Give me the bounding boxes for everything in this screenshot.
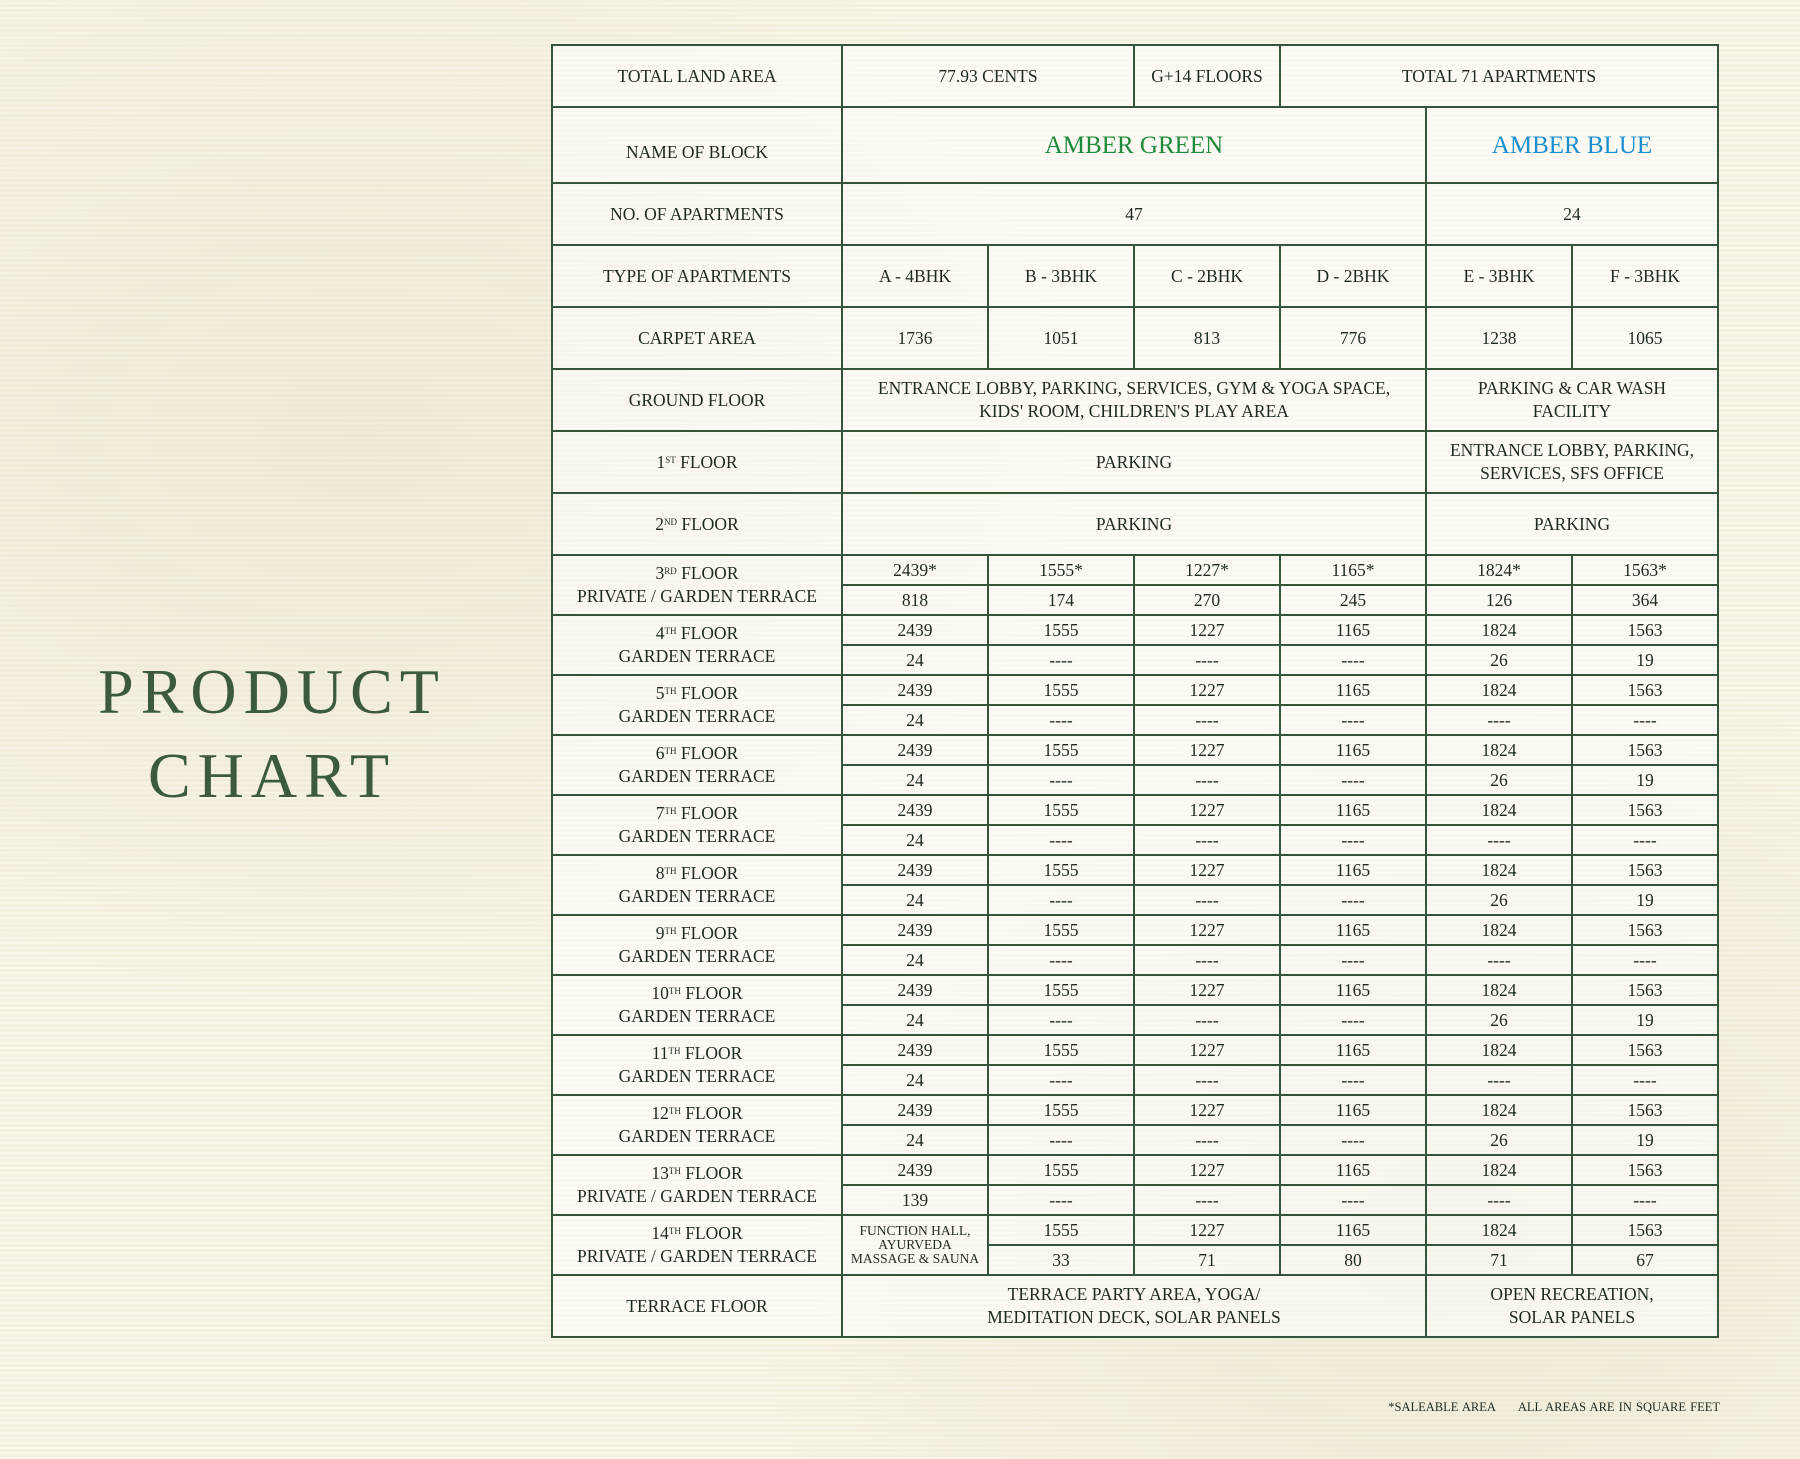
floor-ordinal: TH <box>664 746 677 756</box>
terrace-area-value: ---- <box>1572 825 1718 855</box>
row-type-of-apartments <box>552 245 1718 307</box>
saleable-area-value: 1824 <box>1426 1095 1572 1125</box>
terrace-area-value: 818 <box>842 585 988 615</box>
floor-number: 1 <box>656 451 666 472</box>
saleable-area-value: 1555 <box>988 735 1134 765</box>
terrace-area-value: 24 <box>842 825 988 855</box>
terrace-area-value: 33 <box>988 1245 1134 1275</box>
saleable-area-value: 1563 <box>1572 855 1718 885</box>
terrace-area-value: 24 <box>842 645 988 675</box>
terrace-area-value: ---- <box>1280 1005 1426 1035</box>
saleable-area-value: 1824 <box>1426 795 1572 825</box>
terrace-area-value: 67 <box>1572 1245 1718 1275</box>
saleable-area-value: 1227 <box>1134 615 1280 645</box>
saleable-area-value: 1563 <box>1572 675 1718 705</box>
blue-ground-floor: PARKING & CAR WASH FACILITY <box>1426 369 1718 431</box>
saleable-area-value: 1227 <box>1134 855 1280 885</box>
floor-number: 10 <box>651 983 669 1003</box>
floor-number: 8 <box>655 863 665 883</box>
floor-number: 11 <box>651 1043 669 1063</box>
carpet-area-value: 776 <box>1280 307 1426 369</box>
floor-word: FLOOR <box>685 1103 743 1123</box>
terrace-area-value: 24 <box>842 1125 988 1155</box>
row-terrace-floor <box>552 1275 1718 1337</box>
terrace-area-value: ---- <box>988 1065 1134 1095</box>
saleable-area-value: 1555 <box>988 795 1134 825</box>
terrace-area-value: 19 <box>1572 645 1718 675</box>
floor-number: 2 <box>655 513 664 534</box>
title-line-2: CHART <box>147 740 397 811</box>
row-label <box>552 493 842 555</box>
terrace-area-value: 24 <box>842 705 988 735</box>
saleable-area-value: 1227 <box>1134 975 1280 1005</box>
terrace-area-value: ---- <box>988 825 1134 855</box>
floor-number: 7 <box>655 803 665 823</box>
floor-sub-label: GARDEN TERRACE <box>618 1066 776 1086</box>
terrace-area-value: ---- <box>988 705 1134 735</box>
saleable-area-value: 1824 <box>1426 915 1572 945</box>
terrace-area-value: ---- <box>1134 885 1280 915</box>
saleable-area-value: 2439 <box>842 735 988 765</box>
saleable-area-value: 1563 <box>1572 615 1718 645</box>
floor-number: 4 <box>655 623 665 643</box>
terrace-area-value: ---- <box>1572 705 1718 735</box>
saleable-area-value: 1165 <box>1280 1095 1426 1125</box>
apartment-type: E - 3BHK <box>1426 245 1572 307</box>
saleable-area-value: 2439 <box>842 675 988 705</box>
row-label <box>552 1095 842 1155</box>
row-label <box>552 555 842 615</box>
row-floor-12-saleable <box>552 1095 1718 1125</box>
floor-ordinal: TH <box>664 626 677 636</box>
terrace-area-value: ---- <box>1134 705 1280 735</box>
floor-sub-label: GARDEN TERRACE <box>618 766 776 786</box>
row-label <box>552 855 842 915</box>
row-floor-8-saleable <box>552 855 1718 885</box>
units-note: ALL AREAS ARE IN SQUARE FEET <box>1517 1400 1720 1414</box>
terrace-area-value: 26 <box>1426 645 1572 675</box>
terrace-area-value: 80 <box>1280 1245 1426 1275</box>
saleable-area-value: 2439 <box>842 615 988 645</box>
saleable-area-value: 1165 <box>1280 915 1426 945</box>
terrace-area-value: ---- <box>1280 825 1426 855</box>
amenity-function-hall: FUNCTION HALL, AYURVEDA MASSAGE & SAUNA <box>842 1215 988 1275</box>
saleable-area-value: 1227 <box>1134 735 1280 765</box>
saleable-area-value: 1824 <box>1426 735 1572 765</box>
row-floor-11-saleable <box>552 1035 1718 1065</box>
saleable-area-value: 1824 <box>1426 1035 1572 1065</box>
floor-sub-label: PRIVATE / GARDEN TERRACE <box>576 586 817 606</box>
saleable-note: *SALEABLE AREA <box>1388 1400 1496 1414</box>
saleable-area-value: 1563 <box>1572 1095 1718 1125</box>
total-apartments-value: TOTAL 71 APARTMENTS <box>1280 45 1718 107</box>
land-area-value: 77.93 CENTS <box>842 45 1134 107</box>
floor-word: FLOOR <box>680 743 739 763</box>
row-floor-6-saleable <box>552 735 1718 765</box>
saleable-area-value: 1555 <box>988 975 1134 1005</box>
row-label: CARPET AREA <box>552 307 842 369</box>
saleable-area-value: 1555 <box>988 855 1134 885</box>
row-label <box>552 675 842 735</box>
terrace-area-value: 26 <box>1426 1005 1572 1035</box>
saleable-area-value: 1824 <box>1426 1155 1572 1185</box>
saleable-area-value: 1165 <box>1280 675 1426 705</box>
floor-word: FLOOR <box>684 1043 743 1063</box>
carpet-area-value: 1065 <box>1572 307 1718 369</box>
saleable-area-value: 2439 <box>842 795 988 825</box>
row-floor-4-saleable <box>552 615 1718 645</box>
blue-terrace-floor: OPEN RECREATION, SOLAR PANELS <box>1426 1275 1718 1337</box>
terrace-area-value: ---- <box>1134 945 1280 975</box>
blue-second-floor: PARKING <box>1426 493 1718 555</box>
terrace-area-value: 26 <box>1426 1125 1572 1155</box>
saleable-area-value: 1165 <box>1280 1215 1426 1245</box>
saleable-area-value: 1563* <box>1572 555 1718 585</box>
saleable-area-value: 1227 <box>1134 1035 1280 1065</box>
terrace-area-value: 126 <box>1426 585 1572 615</box>
row-ground-floor <box>552 369 1718 431</box>
row-label <box>552 1155 842 1215</box>
row-name-of-block <box>552 107 1718 183</box>
saleable-area-value: 1165* <box>1280 555 1426 585</box>
terrace-area-value: ---- <box>988 1005 1134 1035</box>
saleable-area-value: 1563 <box>1572 1215 1718 1245</box>
floor-sub-label: GARDEN TERRACE <box>618 1006 776 1026</box>
floor-ordinal: RD <box>664 566 677 576</box>
terrace-area-value: ---- <box>1572 945 1718 975</box>
floor-sub-label: GARDEN TERRACE <box>618 886 776 906</box>
terrace-area-value: ---- <box>988 885 1134 915</box>
green-first-floor: PARKING <box>842 431 1426 493</box>
terrace-area-value: 364 <box>1572 585 1718 615</box>
terrace-area-value: ---- <box>988 645 1134 675</box>
saleable-area-value: 1165 <box>1280 1155 1426 1185</box>
saleable-area-value: 1555 <box>988 1035 1134 1065</box>
terrace-area-value: 71 <box>1426 1245 1572 1275</box>
saleable-area-value: 1563 <box>1572 915 1718 945</box>
floor-number: 9 <box>655 923 665 943</box>
floor-word: FLOOR <box>681 513 739 534</box>
terrace-area-value: ---- <box>988 765 1134 795</box>
terrace-area-value: 24 <box>842 765 988 795</box>
saleable-area-value: 2439 <box>842 1155 988 1185</box>
row-label: NO. OF APARTMENTS <box>552 183 842 245</box>
floor-sub-label: GARDEN TERRACE <box>618 706 776 726</box>
saleable-area-value: 1555 <box>988 1155 1134 1185</box>
row-floor-14-saleable <box>552 1215 1718 1245</box>
saleable-area-value: 1555* <box>988 555 1134 585</box>
saleable-area-value: 1563 <box>1572 735 1718 765</box>
saleable-area-value: 1824 <box>1426 855 1572 885</box>
row-1st-floor <box>552 431 1718 493</box>
saleable-area-value: 2439 <box>842 1095 988 1125</box>
saleable-area-value: 1824 <box>1426 615 1572 645</box>
saleable-area-value: 1563 <box>1572 975 1718 1005</box>
apartment-type: A - 4BHK <box>842 245 988 307</box>
apartment-type: B - 3BHK <box>988 245 1134 307</box>
floor-word: FLOOR <box>685 983 743 1003</box>
carpet-area-value: 1238 <box>1426 307 1572 369</box>
carpet-area-value: 1051 <box>988 307 1134 369</box>
terrace-area-value: ---- <box>1134 645 1280 675</box>
floor-ordinal: TH <box>664 926 677 936</box>
saleable-area-value: 1824 <box>1426 975 1572 1005</box>
blue-apartments: 24 <box>1426 183 1718 245</box>
floor-number: 13 <box>651 1163 669 1183</box>
saleable-area-value: 1165 <box>1280 795 1426 825</box>
row-label <box>552 431 842 493</box>
floor-sub-label: PRIVATE / GARDEN TERRACE <box>576 1186 817 1206</box>
row-2nd-floor <box>552 493 1718 555</box>
floor-word: FLOOR <box>685 1163 743 1183</box>
row-label <box>552 615 842 675</box>
green-second-floor: PARKING <box>842 493 1426 555</box>
saleable-area-value: 2439 <box>842 975 988 1005</box>
floor-sub-label: GARDEN TERRACE <box>618 646 776 666</box>
floor-ordinal: TH <box>664 806 677 816</box>
terrace-area-value: 26 <box>1426 885 1572 915</box>
saleable-area-value: 1824 <box>1426 1215 1572 1245</box>
terrace-area-value: ---- <box>988 1125 1134 1155</box>
green-ground-floor: ENTRANCE LOBBY, PARKING, SERVICES, GYM & YOGA SPACE, KIDS' ROOM, CHILDREN'S PLAY AREA <box>842 369 1426 431</box>
apartment-type: D - 2BHK <box>1280 245 1426 307</box>
floor-word: FLOOR <box>685 1223 743 1243</box>
saleable-area-value: 1165 <box>1280 735 1426 765</box>
terrace-area-value: ---- <box>1280 1065 1426 1095</box>
floor-ordinal: TH <box>668 1106 681 1116</box>
row-floor-13-saleable <box>552 1155 1718 1185</box>
terrace-area-value: 24 <box>842 1065 988 1095</box>
saleable-area-value: 1227 <box>1134 1215 1280 1245</box>
floor-sub-label: GARDEN TERRACE <box>618 1126 776 1146</box>
saleable-area-value: 2439* <box>842 555 988 585</box>
saleable-area-value: 1555 <box>988 615 1134 645</box>
blue-first-floor: ENTRANCE LOBBY, PARKING, SERVICES, SFS OFFICE <box>1426 431 1718 493</box>
row-label <box>552 915 842 975</box>
row-label <box>552 795 842 855</box>
product-chart-table <box>551 44 1719 1338</box>
row-floor-5-saleable <box>552 675 1718 705</box>
terrace-area-value: 270 <box>1134 585 1280 615</box>
saleable-area-value: 2439 <box>842 915 988 945</box>
terrace-area-value: ---- <box>1280 765 1426 795</box>
terrace-area-value: 19 <box>1572 1125 1718 1155</box>
floor-word: FLOOR <box>680 863 739 883</box>
saleable-area-value: 1555 <box>988 675 1134 705</box>
saleable-area-value: 1563 <box>1572 1035 1718 1065</box>
terrace-area-value: ---- <box>1572 1065 1718 1095</box>
floor-word: FLOOR <box>680 803 739 823</box>
terrace-area-value: 19 <box>1572 765 1718 795</box>
terrace-area-value: ---- <box>1572 1185 1718 1215</box>
saleable-area-value: 1165 <box>1280 855 1426 885</box>
apartment-type: C - 2BHK <box>1134 245 1280 307</box>
terrace-area-value: ---- <box>1280 945 1426 975</box>
floor-ordinal: TH <box>668 986 681 996</box>
floor-ordinal: TH <box>664 866 677 876</box>
apartment-type: F - 3BHK <box>1572 245 1718 307</box>
row-label <box>552 1215 842 1275</box>
floor-word: FLOOR <box>680 923 739 943</box>
row-total-land-area <box>552 45 1718 107</box>
terrace-area-value: 24 <box>842 885 988 915</box>
floor-sub-label: GARDEN TERRACE <box>618 826 776 846</box>
carpet-area-value: 813 <box>1134 307 1280 369</box>
row-floor-10-saleable <box>552 975 1718 1005</box>
saleable-area-value: 1227 <box>1134 795 1280 825</box>
terrace-area-value: ---- <box>988 1185 1134 1215</box>
saleable-area-value: 1165 <box>1280 975 1426 1005</box>
terrace-area-value: ---- <box>1280 705 1426 735</box>
row-label: GROUND FLOOR <box>552 369 842 431</box>
floor-ordinal: TH <box>664 686 677 696</box>
block-amber-blue: AMBER BLUE <box>1426 107 1718 183</box>
saleable-area-value: 2439 <box>842 1035 988 1065</box>
terrace-area-value: 19 <box>1572 1005 1718 1035</box>
terrace-area-value: ---- <box>1280 645 1426 675</box>
saleable-area-value: 1227 <box>1134 1155 1280 1185</box>
terrace-area-value: 24 <box>842 945 988 975</box>
saleable-area-value: 1227* <box>1134 555 1280 585</box>
terrace-area-value: ---- <box>1426 945 1572 975</box>
saleable-area-value: 1227 <box>1134 915 1280 945</box>
terrace-area-value: ---- <box>1426 1185 1572 1215</box>
terrace-area-value: ---- <box>1134 1185 1280 1215</box>
floor-number: 14 <box>651 1223 669 1243</box>
terrace-area-value: ---- <box>1426 825 1572 855</box>
floor-ordinal: TH <box>668 1046 681 1056</box>
floor-ordinal: TH <box>668 1166 681 1176</box>
carpet-area-value: 1736 <box>842 307 988 369</box>
saleable-area-value: 1824* <box>1426 555 1572 585</box>
floor-number: 6 <box>655 743 665 763</box>
row-label: TOTAL LAND AREA <box>552 45 842 107</box>
saleable-area-value: 2439 <box>842 855 988 885</box>
row-label <box>552 1035 842 1095</box>
row-floor-3-saleable <box>552 555 1718 585</box>
terrace-area-value: ---- <box>1134 1065 1280 1095</box>
saleable-area-value: 1563 <box>1572 1155 1718 1185</box>
saleable-area-value: 1227 <box>1134 1095 1280 1125</box>
floor-word: FLOOR <box>680 623 739 643</box>
floor-ordinal: ST <box>665 454 676 465</box>
saleable-area-value: 1824 <box>1426 675 1572 705</box>
terrace-area-value: 71 <box>1134 1245 1280 1275</box>
terrace-area-value: ---- <box>1280 1125 1426 1155</box>
terrace-area-value: ---- <box>1426 705 1572 735</box>
terrace-area-value: ---- <box>1134 825 1280 855</box>
floor-number: 5 <box>655 683 665 703</box>
terrace-area-value: 245 <box>1280 585 1426 615</box>
row-label <box>552 735 842 795</box>
saleable-area-value: 1227 <box>1134 675 1280 705</box>
floors-value: G+14 FLOORS <box>1134 45 1280 107</box>
terrace-area-value: ---- <box>1134 765 1280 795</box>
floor-ordinal: TH <box>668 1226 681 1236</box>
floor-number: 12 <box>651 1103 669 1123</box>
floor-word: FLOOR <box>680 683 739 703</box>
row-carpet-area <box>552 307 1718 369</box>
terrace-area-value: 139 <box>842 1185 988 1215</box>
row-label: NAME OF BLOCK <box>552 107 842 183</box>
terrace-area-value: 19 <box>1572 885 1718 915</box>
terrace-area-value: 24 <box>842 1005 988 1035</box>
row-label <box>552 975 842 1035</box>
row-floor-7-saleable <box>552 795 1718 825</box>
title-line-1: PRODUCT <box>98 656 446 727</box>
saleable-area-value: 1165 <box>1280 1035 1426 1065</box>
terrace-area-value: 26 <box>1426 765 1572 795</box>
page-title <box>92 650 452 818</box>
floor-number: 3 <box>655 563 665 583</box>
saleable-area-value: 1555 <box>988 1215 1134 1245</box>
floor-word: FLOOR <box>681 563 739 583</box>
terrace-area-value: 174 <box>988 585 1134 615</box>
floor-sub-label: PRIVATE / GARDEN TERRACE <box>576 1246 817 1266</box>
terrace-area-value: ---- <box>988 945 1134 975</box>
green-apartments: 47 <box>842 183 1426 245</box>
row-floor-9-saleable <box>552 915 1718 945</box>
row-label: TYPE OF APARTMENTS <box>552 245 842 307</box>
terrace-area-value: ---- <box>1280 885 1426 915</box>
terrace-area-value: ---- <box>1134 1125 1280 1155</box>
terrace-area-value: ---- <box>1134 1005 1280 1035</box>
footnote <box>1366 1400 1720 1415</box>
terrace-area-value: ---- <box>1426 1065 1572 1095</box>
saleable-area-value: 1555 <box>988 915 1134 945</box>
row-label: TERRACE FLOOR <box>552 1275 842 1337</box>
saleable-area-value: 1555 <box>988 1095 1134 1125</box>
saleable-area-value: 1563 <box>1572 795 1718 825</box>
terrace-area-value: ---- <box>1280 1185 1426 1215</box>
row-no-of-apartments <box>552 183 1718 245</box>
green-terrace-floor: TERRACE PARTY AREA, YOGA/ MEDITATION DECK, SOLAR PANELS <box>842 1275 1426 1337</box>
block-amber-green: AMBER GREEN <box>842 107 1426 183</box>
floor-word: FLOOR <box>680 451 738 472</box>
floor-sub-label: GARDEN TERRACE <box>618 946 776 966</box>
floor-ordinal: ND <box>664 516 677 527</box>
saleable-area-value: 1165 <box>1280 615 1426 645</box>
